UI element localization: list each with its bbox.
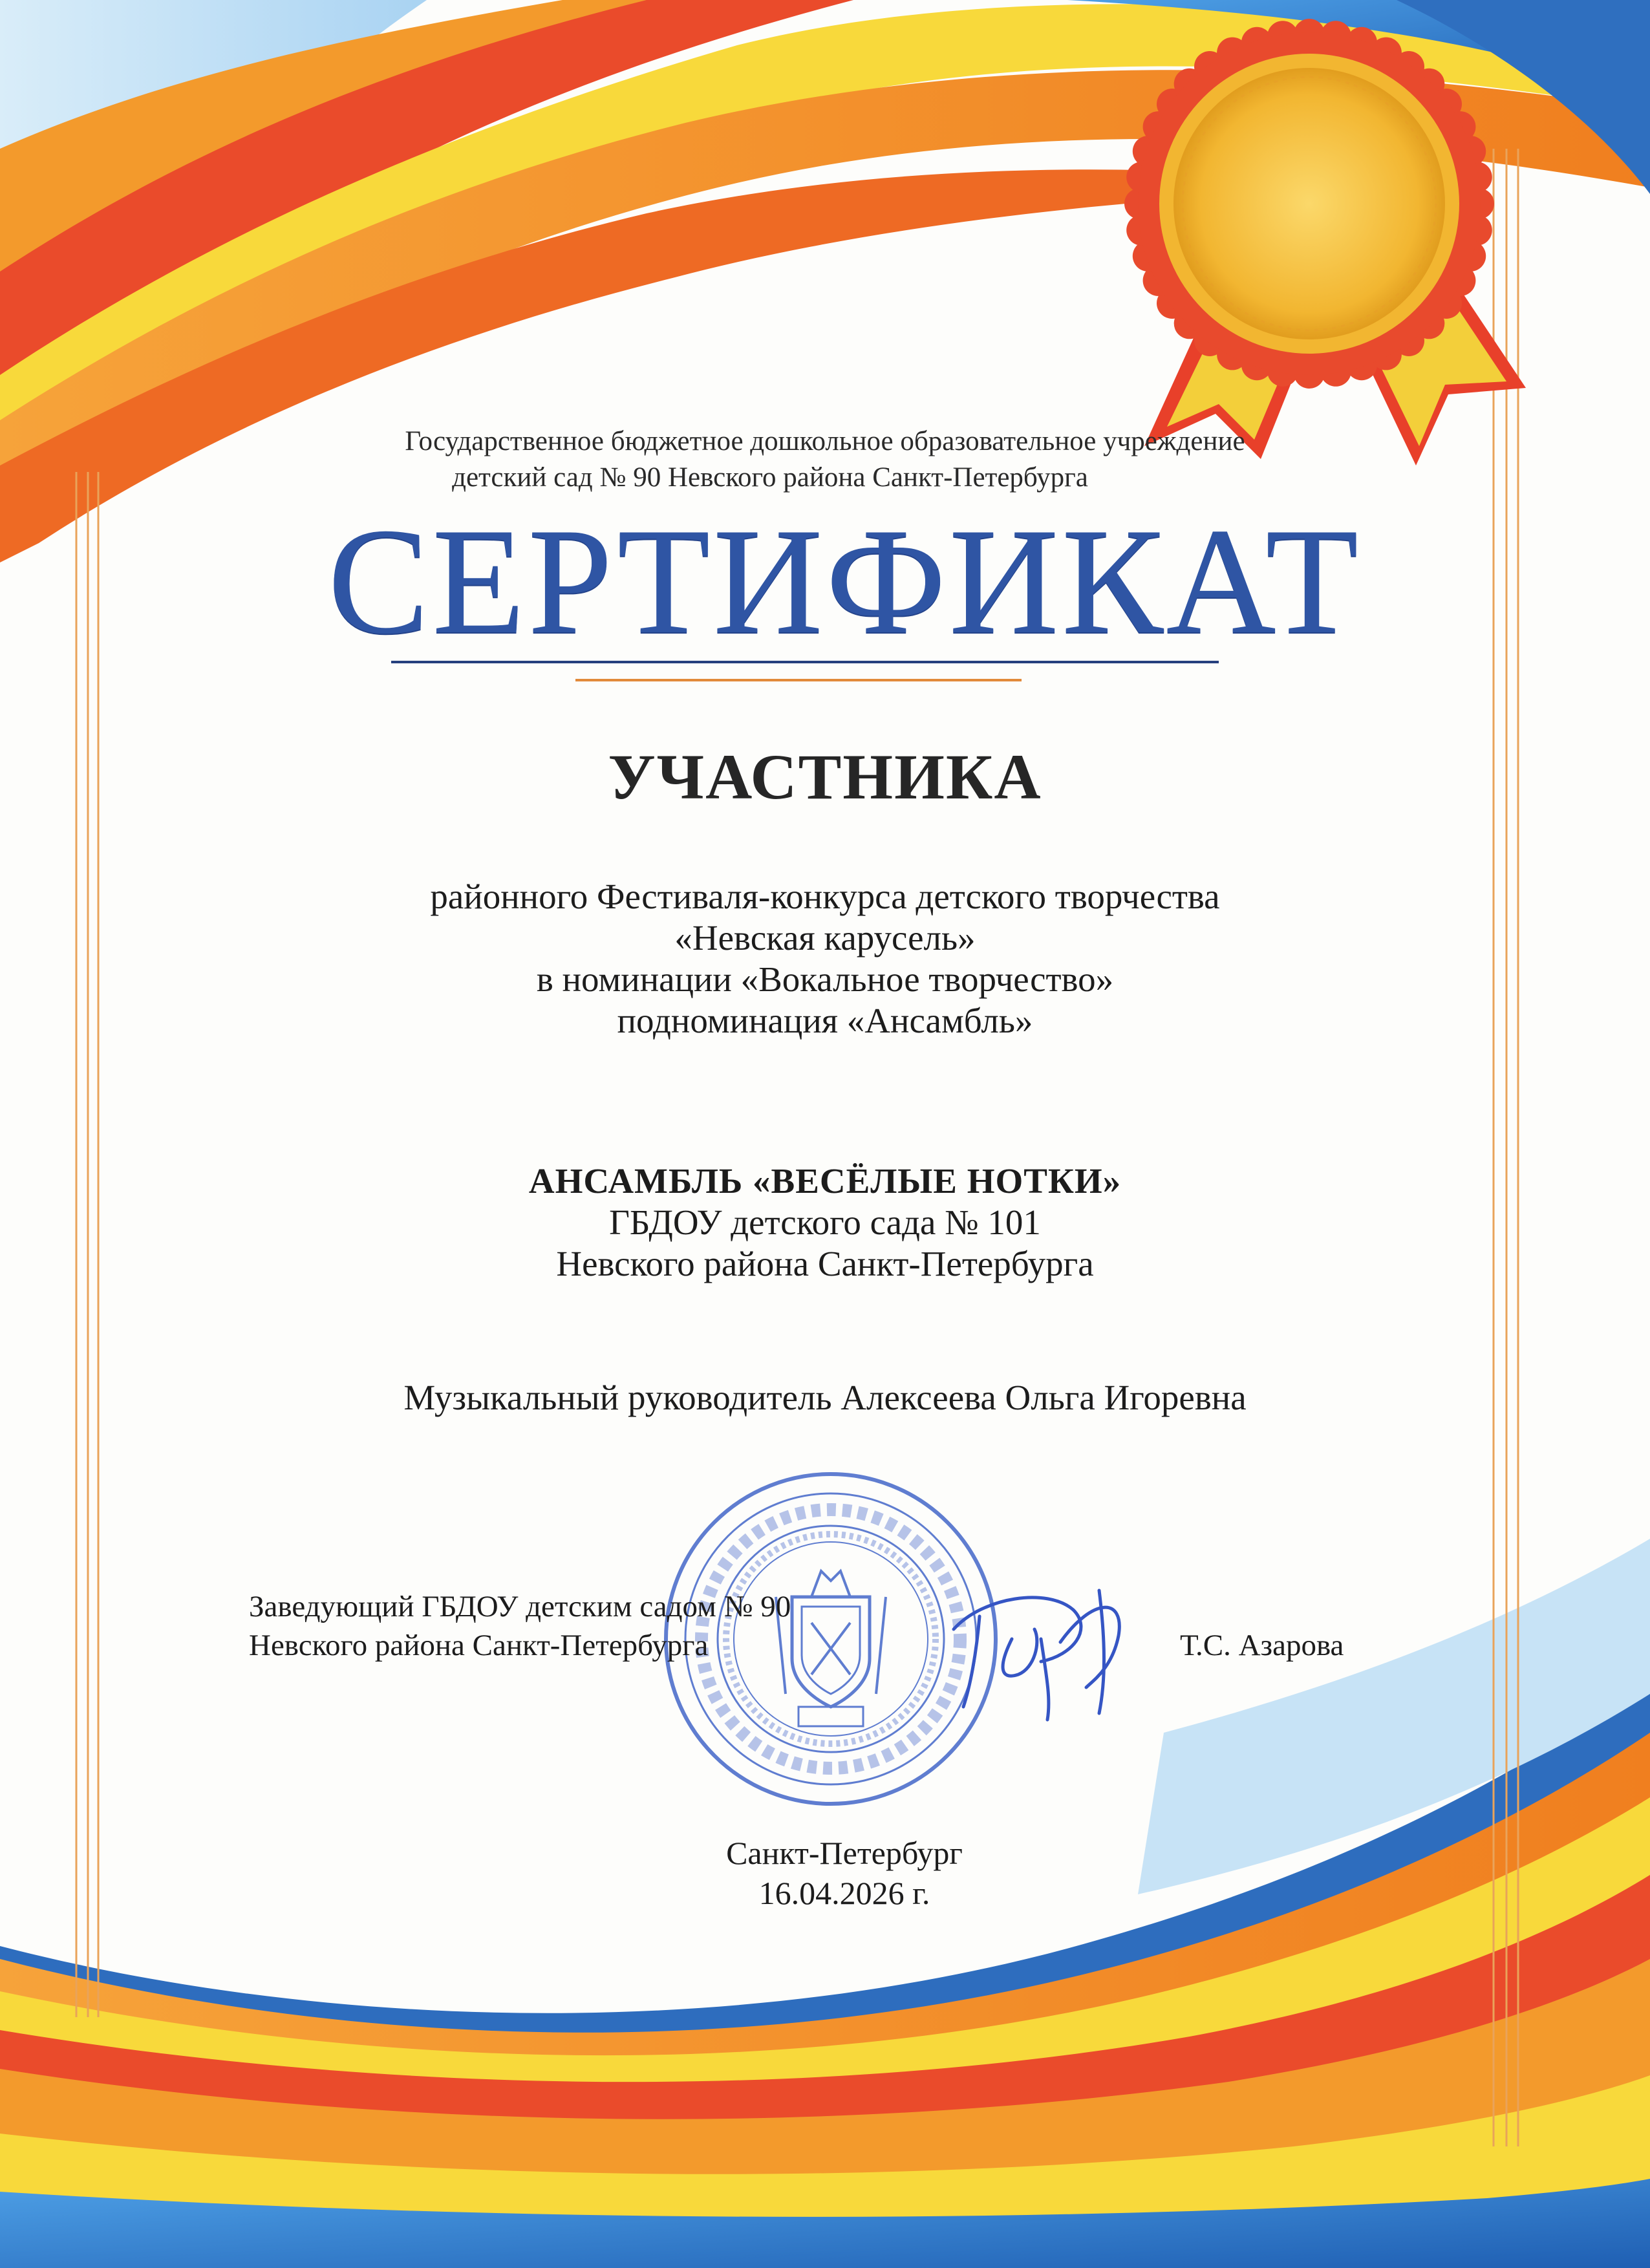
music-director: Музыкальный руководитель Алексеева Ольга Игоревна [403,1378,1247,1417]
organization-line1: Государственное бюджетное дошкольное образовательное учреждение [405,426,1245,456]
recipient-org-line2: Невского района Санкт-Петербурга [556,1244,1094,1283]
organization-line2: детский сад № 90 Невского района Санкт-Петербурга [452,462,1088,493]
footer-date: 16.04.2026 г. [758,1875,930,1911]
signatory-position-line1: Заведующий ГБДОУ детским садом № 90 [249,1590,791,1623]
festival-line1: районного Фестиваля-конкурса детского творчества [430,877,1220,916]
certificate-title: СЕРТИФИКАТ [327,497,1362,666]
footer [19,1833,1650,1913]
handwritten-signature [954,1590,1119,1720]
title-underline-orange [575,679,1022,681]
festival-line4: подноминация «Ансамбль» [617,1001,1033,1040]
footer-city: Санкт-Петербург [726,1835,963,1871]
recipient-block [0,1161,1650,1285]
signatory-position [249,1587,791,1665]
festival-line3: в номинации «Вокальное творчество» [536,959,1114,999]
recipient-org-line1: ГБДОУ детского сада № 101 [609,1203,1041,1242]
gold-rosette-medal-icon [1124,19,1526,465]
festival-description [0,876,1650,1042]
organization-header [0,423,1650,496]
certificate-subtitle: УЧАСТНИКА [608,741,1042,813]
signatory-position-line2: Невского района Санкт-Петербурга [249,1629,709,1662]
recipient-name: АНСАМБЛЬ «ВЕСЁЛЫЕ НОТКИ» [528,1161,1122,1201]
festival-line2: «Невская карусель» [674,918,976,957]
signatory-name: Т.С. Азарова [1180,1629,1344,1662]
